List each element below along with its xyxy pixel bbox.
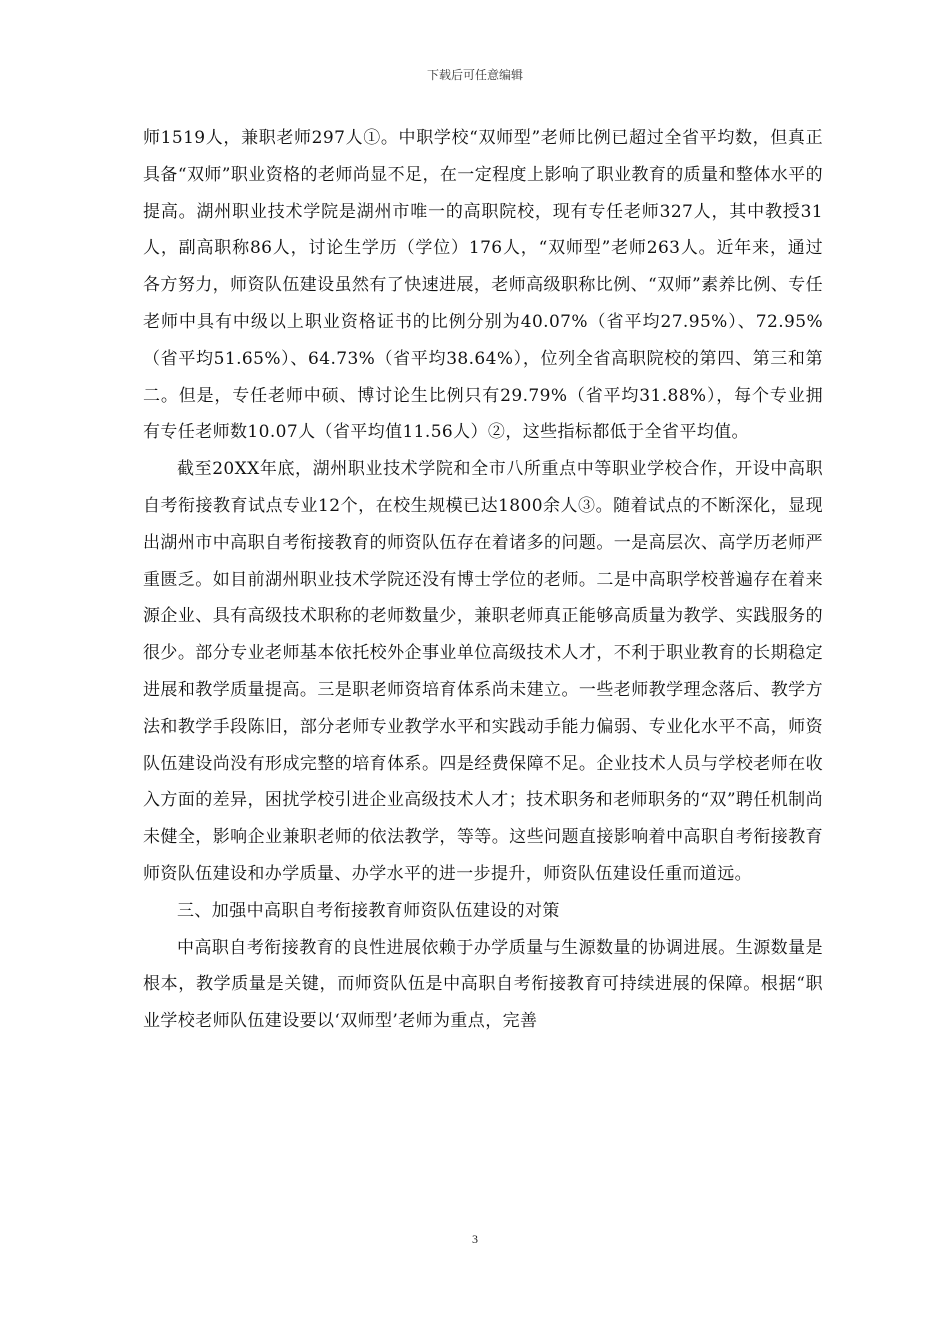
paragraph-teacher-statistics: 师1519人，兼职老师297人①。中职学校“双师型”老师比例已超过全省平均数，但真正具备“双师”职业资格的老师尚显不足，在一定程度上影响了职业教育的质量和整体水平的提高。湖州职业技术学院是湖州市唯一的高职院校，现有专任老师327人，其中教授31人，副高职称86人，讨论生学历（学位）176人，“双师型”老师263人。近年来，通过各方努力，师资队伍建设虽然有了快速进展，老师高级职称比例、“双师”素养比例、专任老师中具有中级以上职业资格证书的比例分别为40.07%（省平均27.95%）、72.95%（省平均51.65%）、64.73%（省平均38.64%），位列全省高职院校的第四、第三和第二。但是，专任老师中硕、博讨论生比例只有29.79%（省平均31.88%），每个专业拥有专任老师数10.07人（省平均值11.56人）②，这些指标都低于全省平均值。 (143, 128, 823, 443)
page-header: 下载后可任意编辑 (426, 68, 523, 82)
paragraph-pilot-problems: 截至20XX年底，湖州职业技术学院和全市八所重点中等职业学校合作，开设中高职自考衔接教育试点专业12个，在校生规模已达1800余人③。随着试点的不断深化，显现出湖州市中高职自考衔接教育的师资队伍存在着诸多的问题。一是高层次、高学历老师严重匮乏。如目前湖州职业技术学院还没有博士学位的老师。二是中高职学校普遍存在着来源企业、具有高级技术职称的老师数量少，兼职老师真正能够高质量为教学、实践服务的很少。部分专业老师基本依托校外企事业单位高级技术人才，不利于职业教育的长期稳定进展和教学质量提高。三是职老师资培育体系尚未建立。一些老师教学理念落后、教学方法和教学手段陈旧，部分老师专业教学水平和实践动手能力偏弱、专业化水平不高，师资队伍建设尚没有形成完整的培育体系。四是经费保障不足。企业技术人员与学校老师在收入方面的差异，困扰学校引进企业高级技术人才；技术职务和老师职务的“双”聘任机制尚未健全，影响企业兼职老师的依法教学，等等。这些问题直接影响着中高职自考衔接教育师资队伍建设和办学质量、办学水平的进一步提升，师资队伍建设任重而道远。 (143, 459, 823, 884)
paragraph-countermeasures: 中高职自考衔接教育的良性进展依赖于办学质量与生源数量的协调进展。生源数量是根本，教学质量是关键，而师资队伍是中高职自考衔接教育可持续进展的保障。根据“职业学校老师队伍建设要以‘双师型’老师为重点，完善 (143, 937, 823, 1032)
document-body (143, 120, 823, 1040)
section-heading: 三、加强中高职自考衔接教育师资队伍建设的对策 (177, 900, 560, 921)
page-number: 3 (472, 1232, 478, 1246)
